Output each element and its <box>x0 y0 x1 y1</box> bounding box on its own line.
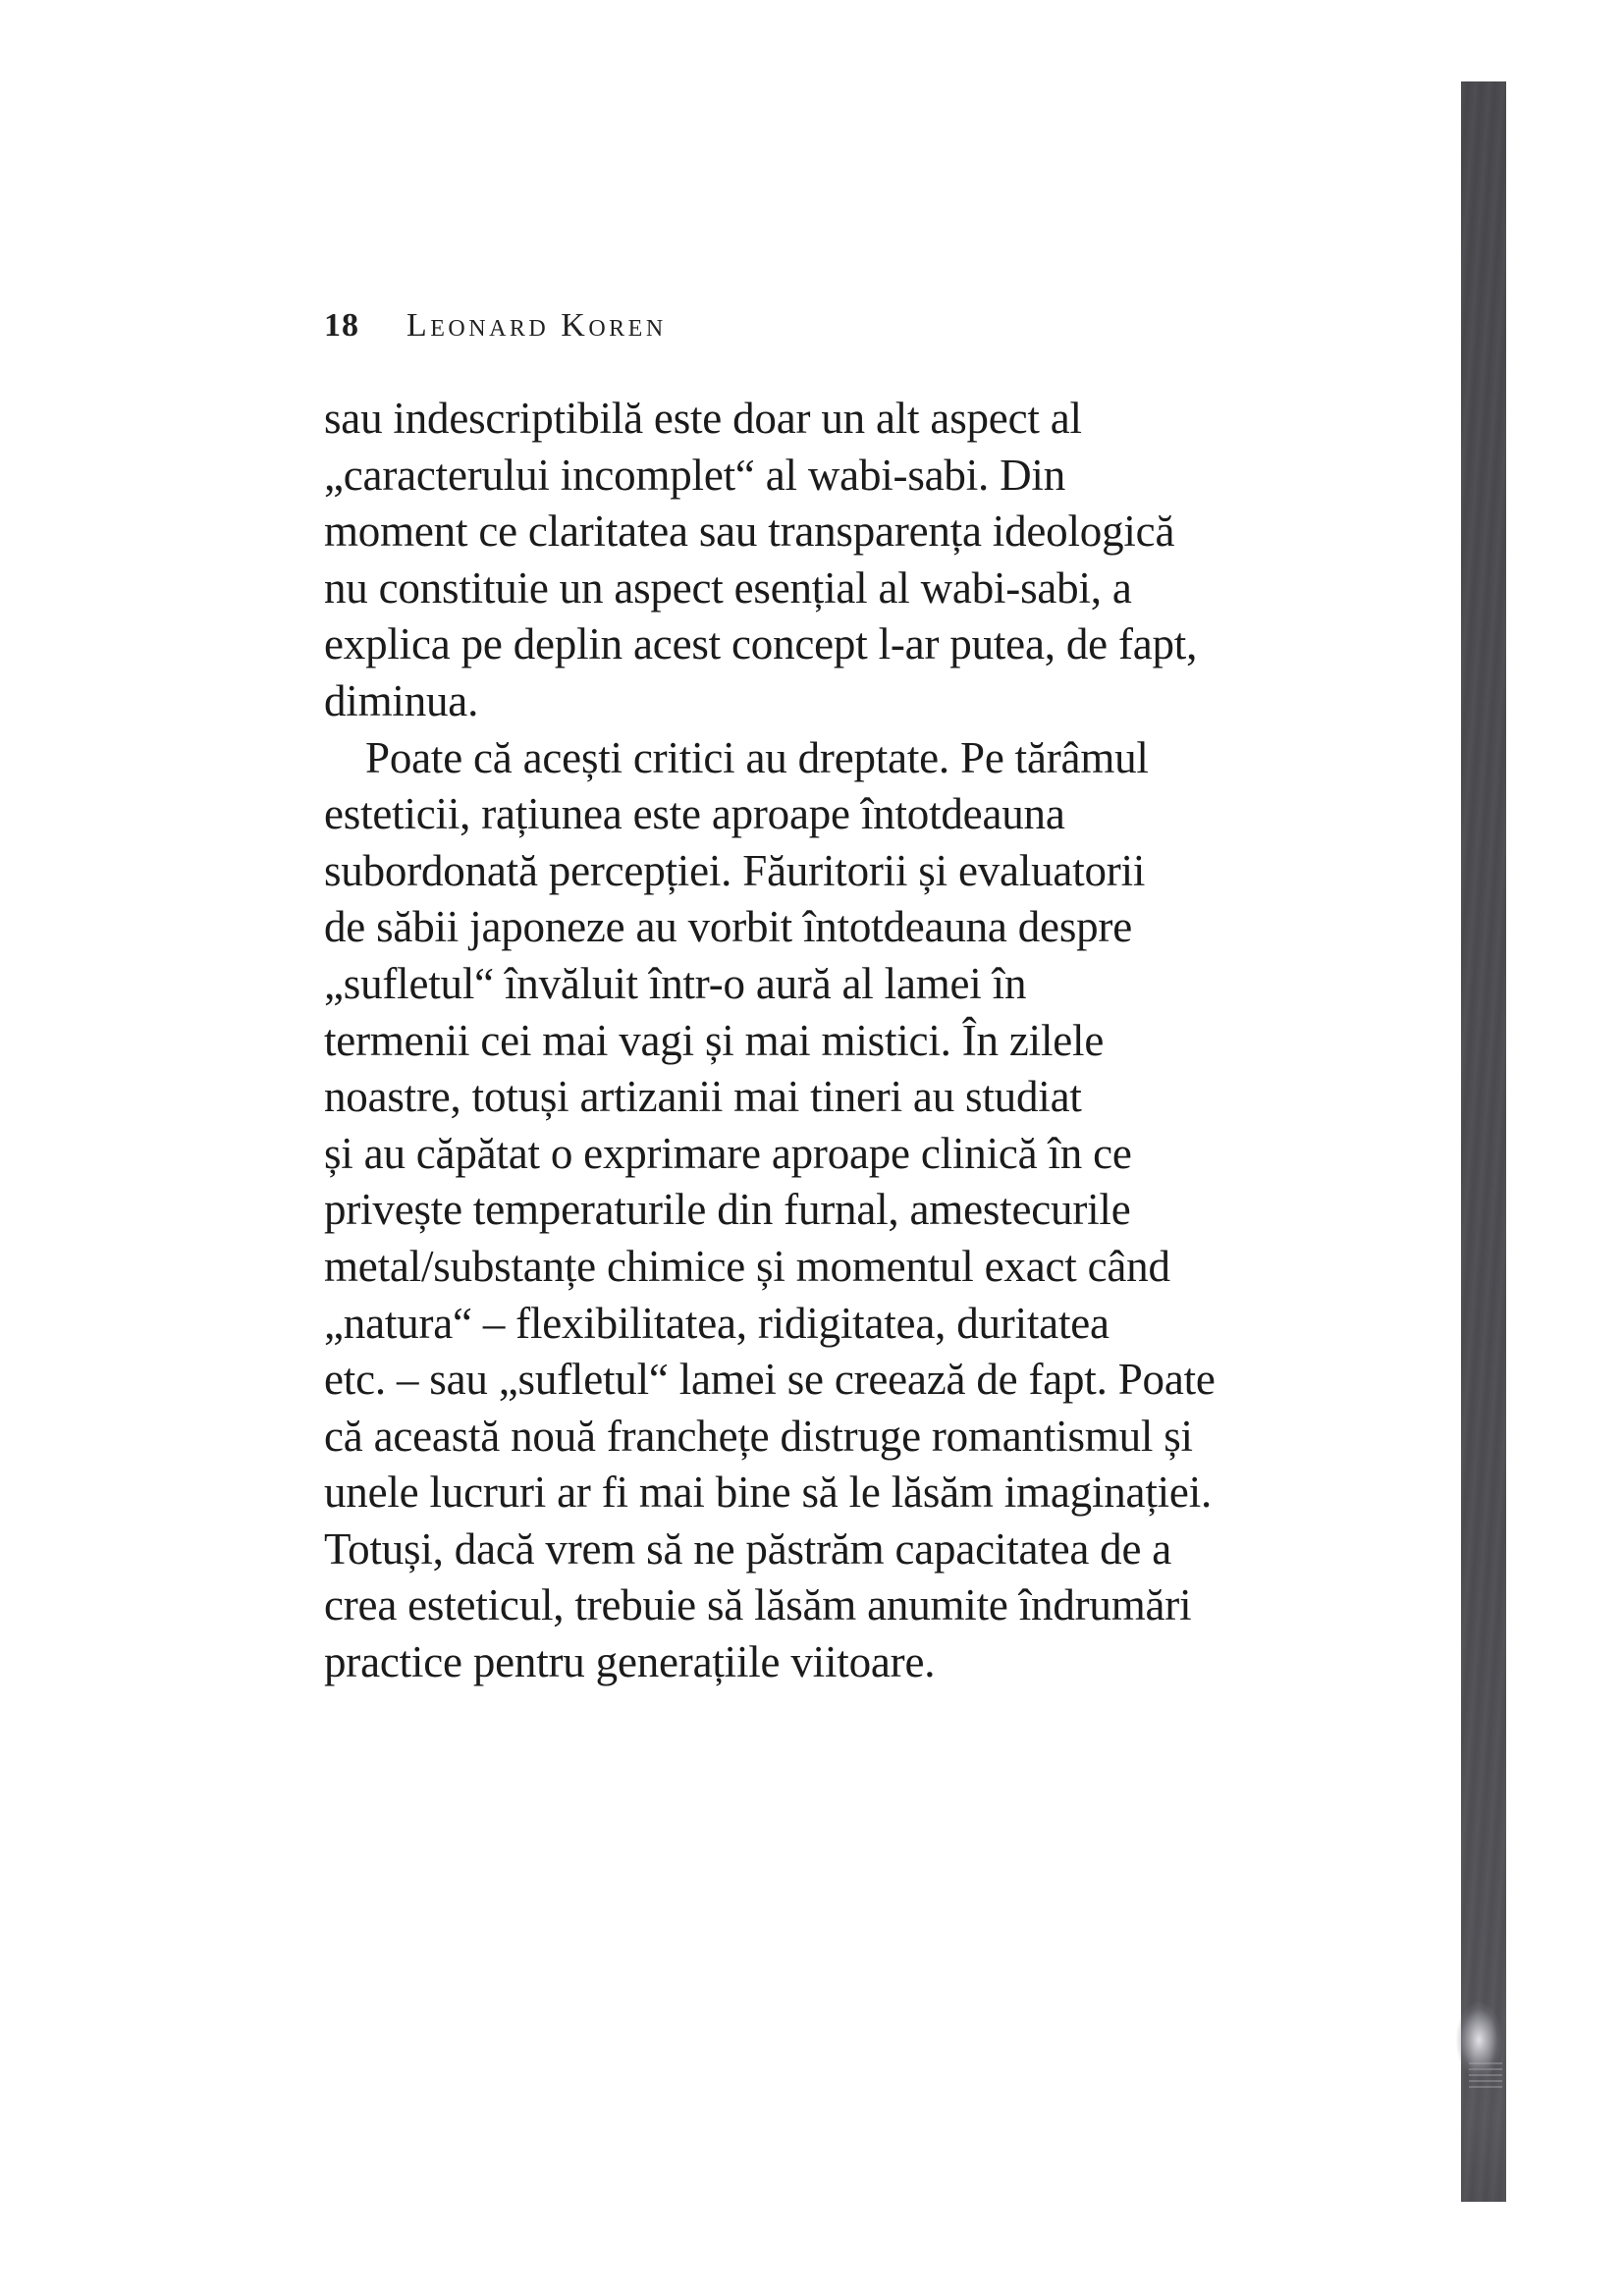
running-title: Leonard Koren <box>406 307 667 344</box>
text-line: esteticii, rațiunea este aproape întotdeauna <box>324 789 1065 839</box>
text-line: nu constituie un aspect esențial al wabi-sabi, a <box>324 562 1132 613</box>
text-line: că această nouă franchețe distruge romantismul și <box>324 1411 1193 1461</box>
body-text <box>324 391 1512 1691</box>
text-line: „caracterului incomplet“ al wabi-sabi. Din <box>324 450 1066 500</box>
text-line: Poate că acești critici au dreptate. Pe tărâmul <box>365 732 1149 782</box>
running-header <box>324 306 667 346</box>
text-line: etc. – sau „sufletul“ lamei se creează de fapt. Poate <box>324 1355 1216 1405</box>
text-line: explica pe deplin acest concept l-ar putea, de fapt, <box>324 619 1198 669</box>
text-line: Totuși, dacă vrem să ne păstrăm capacitatea de a <box>324 1523 1172 1574</box>
scanned-page-edge-shadow <box>1461 81 1506 2202</box>
text-line: noastre, totuși artizanii mai tineri au studiat <box>324 1072 1082 1122</box>
text-line: „natura“ – flexibilitatea, ridigitatea, duritatea <box>324 1298 1110 1348</box>
text-line: metal/substanțe chimice și momentul exact când <box>324 1241 1170 1291</box>
text-line: diminua. <box>324 675 479 725</box>
edge-highlight-smudge <box>1455 1968 1512 2084</box>
text-line: „sufletul“ învăluit într-o aură al lamei în <box>324 958 1027 1008</box>
text-line: privește temperaturile din furnal, amestecurile <box>324 1185 1131 1235</box>
text-line: subordonată percepției. Făuritorii și evaluatorii <box>324 845 1146 895</box>
text-line: și au căpătat o exprimare aproape clinică în ce <box>324 1128 1132 1178</box>
page-number: 18 <box>324 307 359 344</box>
text-line: termenii cei mai vagi și mai mistici. În zilele <box>324 1015 1105 1065</box>
text-line: crea esteticul, trebuie să lăsăm anumite îndrumări <box>324 1580 1192 1630</box>
text-line: practice pentru generațiile viitoare. <box>324 1637 936 1687</box>
text-line: moment ce claritatea sau transparența ideologică <box>324 507 1175 557</box>
text-line: de săbii japoneze au vorbit întotdeauna despre <box>324 902 1132 952</box>
text-line: sau indescriptibilă este doar un alt aspect al <box>324 394 1082 443</box>
text-line: unele lucruri ar fi mai bine să le lăsăm imaginației. <box>324 1468 1213 1518</box>
